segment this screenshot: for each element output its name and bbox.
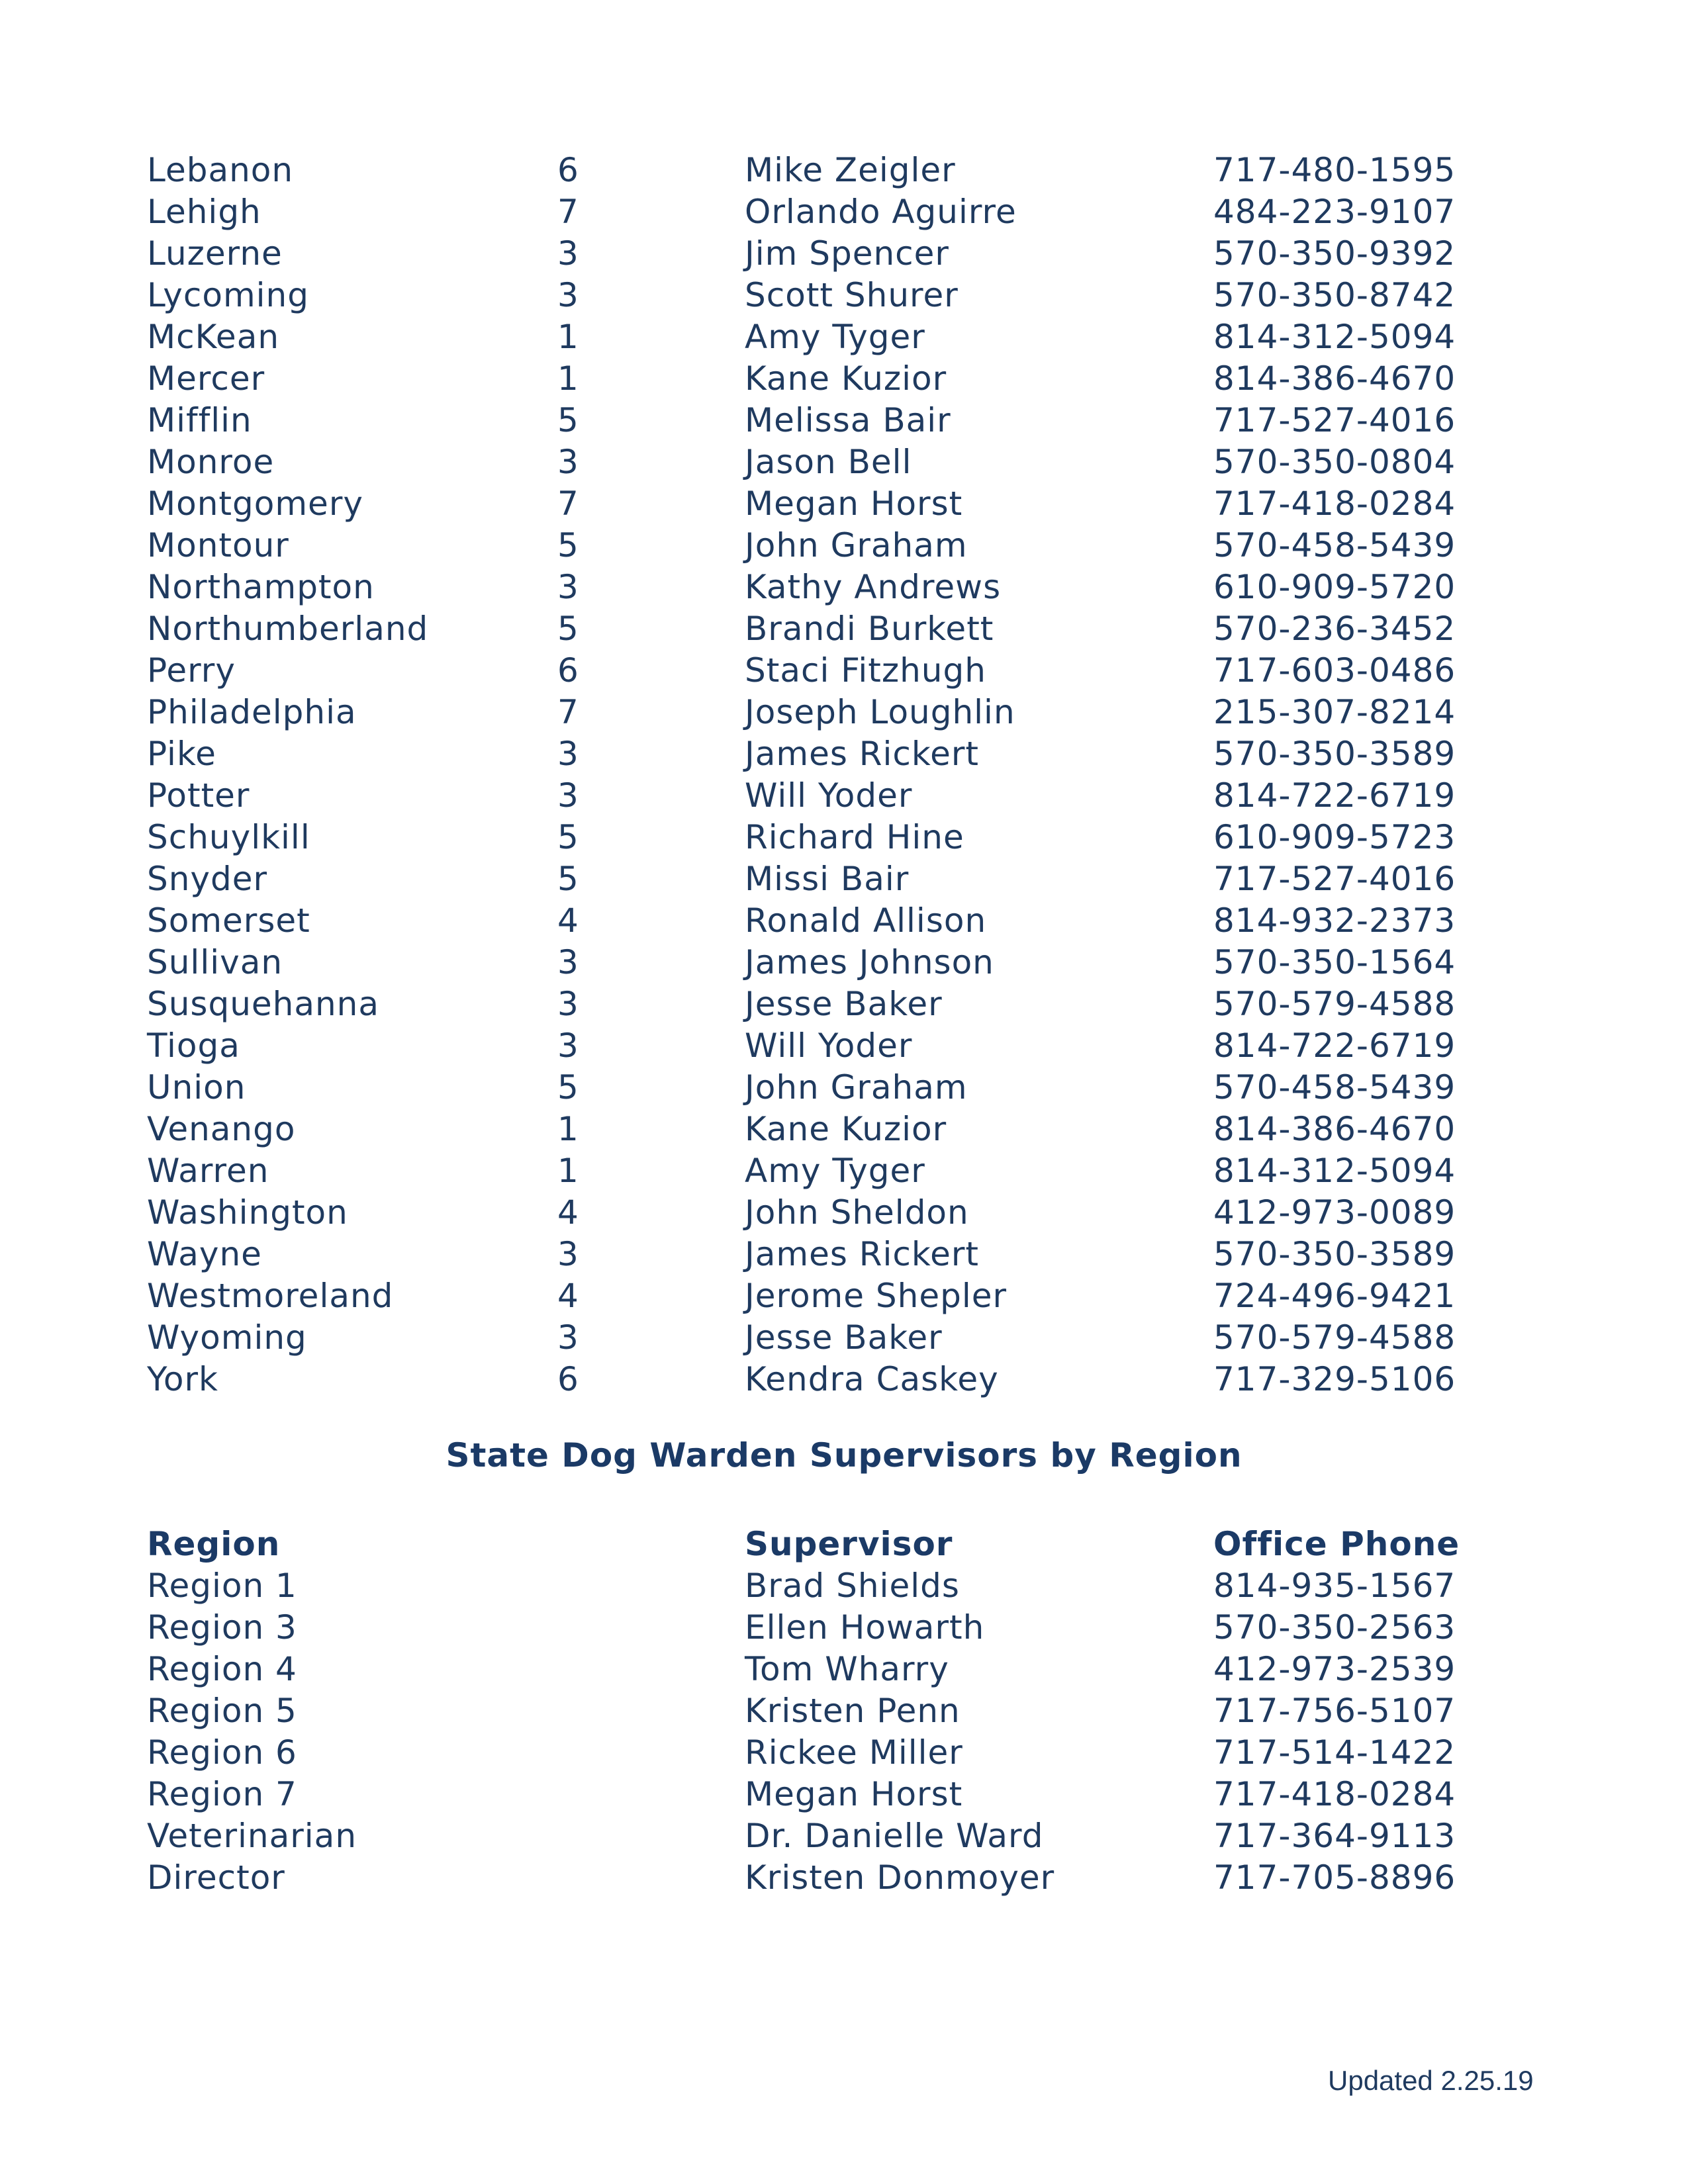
supervisor-row — [0, 1774, 1688, 1815]
county-row-region: 5 — [557, 818, 579, 856]
county-row — [0, 525, 1688, 567]
county-row-warden: Melissa Bair — [745, 401, 951, 439]
supervisor-row — [0, 1690, 1688, 1732]
county-row-county: Luzerne — [147, 234, 283, 273]
county-row-warden: James Rickert — [745, 735, 980, 773]
county-row-warden: Kane Kuzior — [745, 1110, 947, 1148]
county-row — [0, 150, 1688, 191]
county-row-region: 3 — [557, 1235, 579, 1273]
supervisor-row-region: Region 1 — [147, 1567, 297, 1605]
county-row-warden: Amy Tyger — [745, 318, 925, 356]
county-row — [0, 858, 1688, 900]
county-row-county: Mercer — [147, 359, 265, 398]
county-row — [0, 775, 1688, 817]
county-row-county: Montour — [147, 526, 289, 565]
county-row-warden: Kendra Caskey — [745, 1360, 999, 1398]
county-row-phone: 610-909-5720 — [1213, 568, 1456, 606]
county-row-county: Schuylkill — [147, 818, 310, 856]
county-row-region: 5 — [557, 860, 579, 898]
county-row-warden: Jason Bell — [745, 443, 912, 481]
county-row-region: 7 — [557, 193, 579, 231]
supervisor-row — [0, 1857, 1688, 1899]
county-row — [0, 817, 1688, 858]
county-row — [0, 1317, 1688, 1359]
header-supervisor: Supervisor — [745, 1525, 953, 1563]
county-row-warden: Jim Spencer — [745, 234, 949, 273]
county-row-phone: 570-350-3589 — [1213, 735, 1456, 773]
county-row-region: 5 — [557, 526, 579, 565]
county-row-region: 4 — [557, 1193, 579, 1232]
supervisor-row-phone: 717-705-8896 — [1213, 1858, 1456, 1897]
county-row-county: Northumberland — [147, 610, 429, 648]
county-row-region: 3 — [557, 943, 579, 981]
county-row-region: 3 — [557, 776, 579, 815]
county-row-warden: Kathy Andrews — [745, 568, 1002, 606]
county-row-phone: 570-579-4588 — [1213, 1318, 1456, 1357]
county-row — [0, 1067, 1688, 1109]
county-row — [0, 650, 1688, 692]
supervisor-row-supervisor: Tom Wharry — [745, 1650, 949, 1688]
header-office-phone: Office Phone — [1213, 1525, 1460, 1563]
county-row-county: Washington — [147, 1193, 348, 1232]
county-row-phone: 717-480-1595 — [1213, 151, 1456, 189]
supervisor-row-supervisor: Brad Shields — [745, 1567, 960, 1605]
county-row-warden: Will Yoder — [745, 776, 913, 815]
county-row-county: Tioga — [147, 1026, 240, 1065]
county-row — [0, 942, 1688, 983]
county-row-county: Pike — [147, 735, 216, 773]
county-row — [0, 567, 1688, 608]
county-row-region: 3 — [557, 234, 579, 273]
county-row-phone: 570-350-0804 — [1213, 443, 1456, 481]
county-row-phone: 724-496-9421 — [1213, 1277, 1456, 1315]
supervisor-row — [0, 1565, 1688, 1607]
county-row-phone: 570-350-1564 — [1213, 943, 1456, 981]
county-row-phone: 570-350-3589 — [1213, 1235, 1456, 1273]
supervisor-row — [0, 1732, 1688, 1774]
county-row-county: Wyoming — [147, 1318, 307, 1357]
county-row-warden: Ronald Allison — [745, 901, 987, 940]
county-row-region: 7 — [557, 484, 579, 523]
supervisor-row-region: Region 6 — [147, 1733, 297, 1772]
county-row-phone: 570-350-9392 — [1213, 234, 1456, 273]
county-row-county: Potter — [147, 776, 250, 815]
county-row-warden: Missi Bair — [745, 860, 910, 898]
county-row — [0, 1234, 1688, 1275]
county-row — [0, 1150, 1688, 1192]
county-row — [0, 191, 1688, 233]
county-row-phone: 484-223-9107 — [1213, 193, 1456, 231]
county-row-county: Snyder — [147, 860, 268, 898]
county-row-phone: 570-236-3452 — [1213, 610, 1456, 648]
county-row-region: 1 — [557, 318, 579, 356]
supervisor-row-supervisor: Ellen Howarth — [745, 1608, 985, 1647]
county-row-warden: Mike Zeigler — [745, 151, 956, 189]
county-row-region: 3 — [557, 276, 579, 314]
county-row-region: 3 — [557, 443, 579, 481]
county-row-county: Lebanon — [147, 151, 294, 189]
county-row-warden: Will Yoder — [745, 1026, 913, 1065]
supervisor-row — [0, 1607, 1688, 1649]
county-row-phone: 814-722-6719 — [1213, 1026, 1456, 1065]
supervisor-row-phone: 570-350-2563 — [1213, 1608, 1456, 1647]
county-row-county: Perry — [147, 651, 236, 690]
county-row — [0, 400, 1688, 441]
county-row-county: Sullivan — [147, 943, 283, 981]
county-row-county: McKean — [147, 318, 280, 356]
county-row-region: 4 — [557, 901, 579, 940]
supervisor-row-supervisor: Kristen Penn — [745, 1692, 961, 1730]
supervisor-row-phone: 717-514-1422 — [1213, 1733, 1456, 1772]
county-row-region: 5 — [557, 1068, 579, 1107]
county-row-region: 3 — [557, 1318, 579, 1357]
supervisors-title: State Dog Warden Supervisors by Region — [445, 1436, 1243, 1475]
county-row-warden: John Graham — [745, 526, 968, 565]
supervisor-row — [0, 1649, 1688, 1690]
county-row-phone: 570-579-4588 — [1213, 985, 1456, 1023]
county-row-region: 1 — [557, 1110, 579, 1148]
county-row-phone: 717-418-0284 — [1213, 484, 1456, 523]
supervisors-header-row — [0, 1524, 1688, 1565]
county-row-phone: 717-527-4016 — [1213, 401, 1456, 439]
county-row-warden: Staci Fitzhugh — [745, 651, 986, 690]
supervisor-row-supervisor: Dr. Danielle Ward — [745, 1817, 1044, 1855]
supervisor-row-supervisor: Kristen Donmoyer — [745, 1858, 1055, 1897]
supervisor-row-region: Region 5 — [147, 1692, 297, 1730]
county-row-county: Union — [147, 1068, 246, 1107]
county-row-warden: Jerome Shepler — [745, 1277, 1008, 1315]
supervisor-row-region: Director — [147, 1858, 285, 1897]
county-row — [0, 275, 1688, 316]
county-row-warden: James Johnson — [745, 943, 994, 981]
supervisor-row-phone: 717-364-9113 — [1213, 1817, 1456, 1855]
county-row-phone: 570-458-5439 — [1213, 526, 1456, 565]
supervisor-row-region: Veterinarian — [147, 1817, 357, 1855]
county-row — [0, 483, 1688, 525]
county-row-phone: 814-386-4670 — [1213, 359, 1456, 398]
county-row-county: Lycoming — [147, 276, 309, 314]
county-row-county: York — [147, 1360, 219, 1398]
county-row-phone: 717-527-4016 — [1213, 860, 1456, 898]
county-row-warden: Jesse Baker — [745, 1318, 943, 1357]
county-row-county: Mifflin — [147, 401, 252, 439]
county-row — [0, 1109, 1688, 1150]
county-row-region: 4 — [557, 1277, 579, 1315]
county-row — [0, 1359, 1688, 1400]
county-row — [0, 692, 1688, 733]
county-row-phone: 610-909-5723 — [1213, 818, 1456, 856]
county-row-phone: 814-312-5094 — [1213, 1152, 1456, 1190]
county-row — [0, 1275, 1688, 1317]
county-row-county: Northampton — [147, 568, 375, 606]
supervisor-row-phone: 717-756-5107 — [1213, 1692, 1456, 1730]
county-row-warden: Orlando Aguirre — [745, 193, 1017, 231]
supervisor-row — [0, 1815, 1688, 1857]
county-row — [0, 316, 1688, 358]
county-row-warden: Brandi Burkett — [745, 610, 994, 648]
county-row — [0, 608, 1688, 650]
county-row-warden: Scott Shurer — [745, 276, 959, 314]
county-row-region: 3 — [557, 735, 579, 773]
county-row-phone: 570-458-5439 — [1213, 1068, 1456, 1107]
county-row-warden: Megan Horst — [745, 484, 963, 523]
supervisor-row-phone: 412-973-2539 — [1213, 1650, 1456, 1688]
county-row-region: 5 — [557, 610, 579, 648]
county-row — [0, 1192, 1688, 1234]
supervisor-row-region: Region 7 — [147, 1775, 297, 1813]
county-row-county: Susquehanna — [147, 985, 380, 1023]
county-row-county: Somerset — [147, 901, 310, 940]
supervisor-row-region: Region 4 — [147, 1650, 297, 1688]
county-row-county: Wayne — [147, 1235, 262, 1273]
county-row — [0, 983, 1688, 1025]
county-row-warden: Richard Hine — [745, 818, 964, 856]
county-row-phone: 717-329-5106 — [1213, 1360, 1456, 1398]
county-row-warden: James Rickert — [745, 1235, 980, 1273]
county-row-phone: 814-386-4670 — [1213, 1110, 1456, 1148]
county-row-region: 5 — [557, 401, 579, 439]
county-row — [0, 1025, 1688, 1067]
county-row-phone: 215-307-8214 — [1213, 693, 1456, 731]
county-row-county: Monroe — [147, 443, 275, 481]
county-row-region: 1 — [557, 1152, 579, 1190]
county-row — [0, 358, 1688, 400]
county-row-county: Philadelphia — [147, 693, 357, 731]
county-row — [0, 441, 1688, 483]
county-row-warden: Joseph Loughlin — [745, 693, 1015, 731]
county-row-warden: John Sheldon — [745, 1193, 969, 1232]
county-row-warden: Kane Kuzior — [745, 359, 947, 398]
county-row-phone: 570-350-8742 — [1213, 276, 1456, 314]
county-row-phone: 717-603-0486 — [1213, 651, 1456, 690]
county-row — [0, 233, 1688, 275]
supervisor-row-supervisor: Megan Horst — [745, 1775, 963, 1813]
supervisor-row-region: Region 3 — [147, 1608, 297, 1647]
county-row-county: Warren — [147, 1152, 269, 1190]
county-row-county: Venango — [147, 1110, 296, 1148]
county-row-county: Montgomery — [147, 484, 363, 523]
county-row-phone: 814-722-6719 — [1213, 776, 1456, 815]
county-row-region: 7 — [557, 693, 579, 731]
county-row — [0, 733, 1688, 775]
county-row-phone: 814-312-5094 — [1213, 318, 1456, 356]
county-row-phone: 412-973-0089 — [1213, 1193, 1456, 1232]
county-row-region: 6 — [557, 151, 579, 189]
supervisor-row-phone: 814-935-1567 — [1213, 1567, 1456, 1605]
county-row-region: 6 — [557, 651, 579, 690]
county-row-warden: Amy Tyger — [745, 1152, 925, 1190]
county-row-region: 6 — [557, 1360, 579, 1398]
county-row-region: 3 — [557, 568, 579, 606]
county-row-county: Westmoreland — [147, 1277, 394, 1315]
updated-date: Updated 2.25.19 — [1328, 2065, 1534, 2096]
county-row-region: 1 — [557, 359, 579, 398]
supervisor-row-supervisor: Rickee Miller — [745, 1733, 963, 1772]
county-row-phone: 814-932-2373 — [1213, 901, 1456, 940]
county-row-region: 3 — [557, 985, 579, 1023]
supervisor-row-phone: 717-418-0284 — [1213, 1775, 1456, 1813]
county-row-warden: Jesse Baker — [745, 985, 943, 1023]
header-region: Region — [147, 1525, 281, 1563]
county-row — [0, 900, 1688, 942]
county-row-warden: John Graham — [745, 1068, 968, 1107]
county-row-county: Lehigh — [147, 193, 261, 231]
county-row-region: 3 — [557, 1026, 579, 1065]
